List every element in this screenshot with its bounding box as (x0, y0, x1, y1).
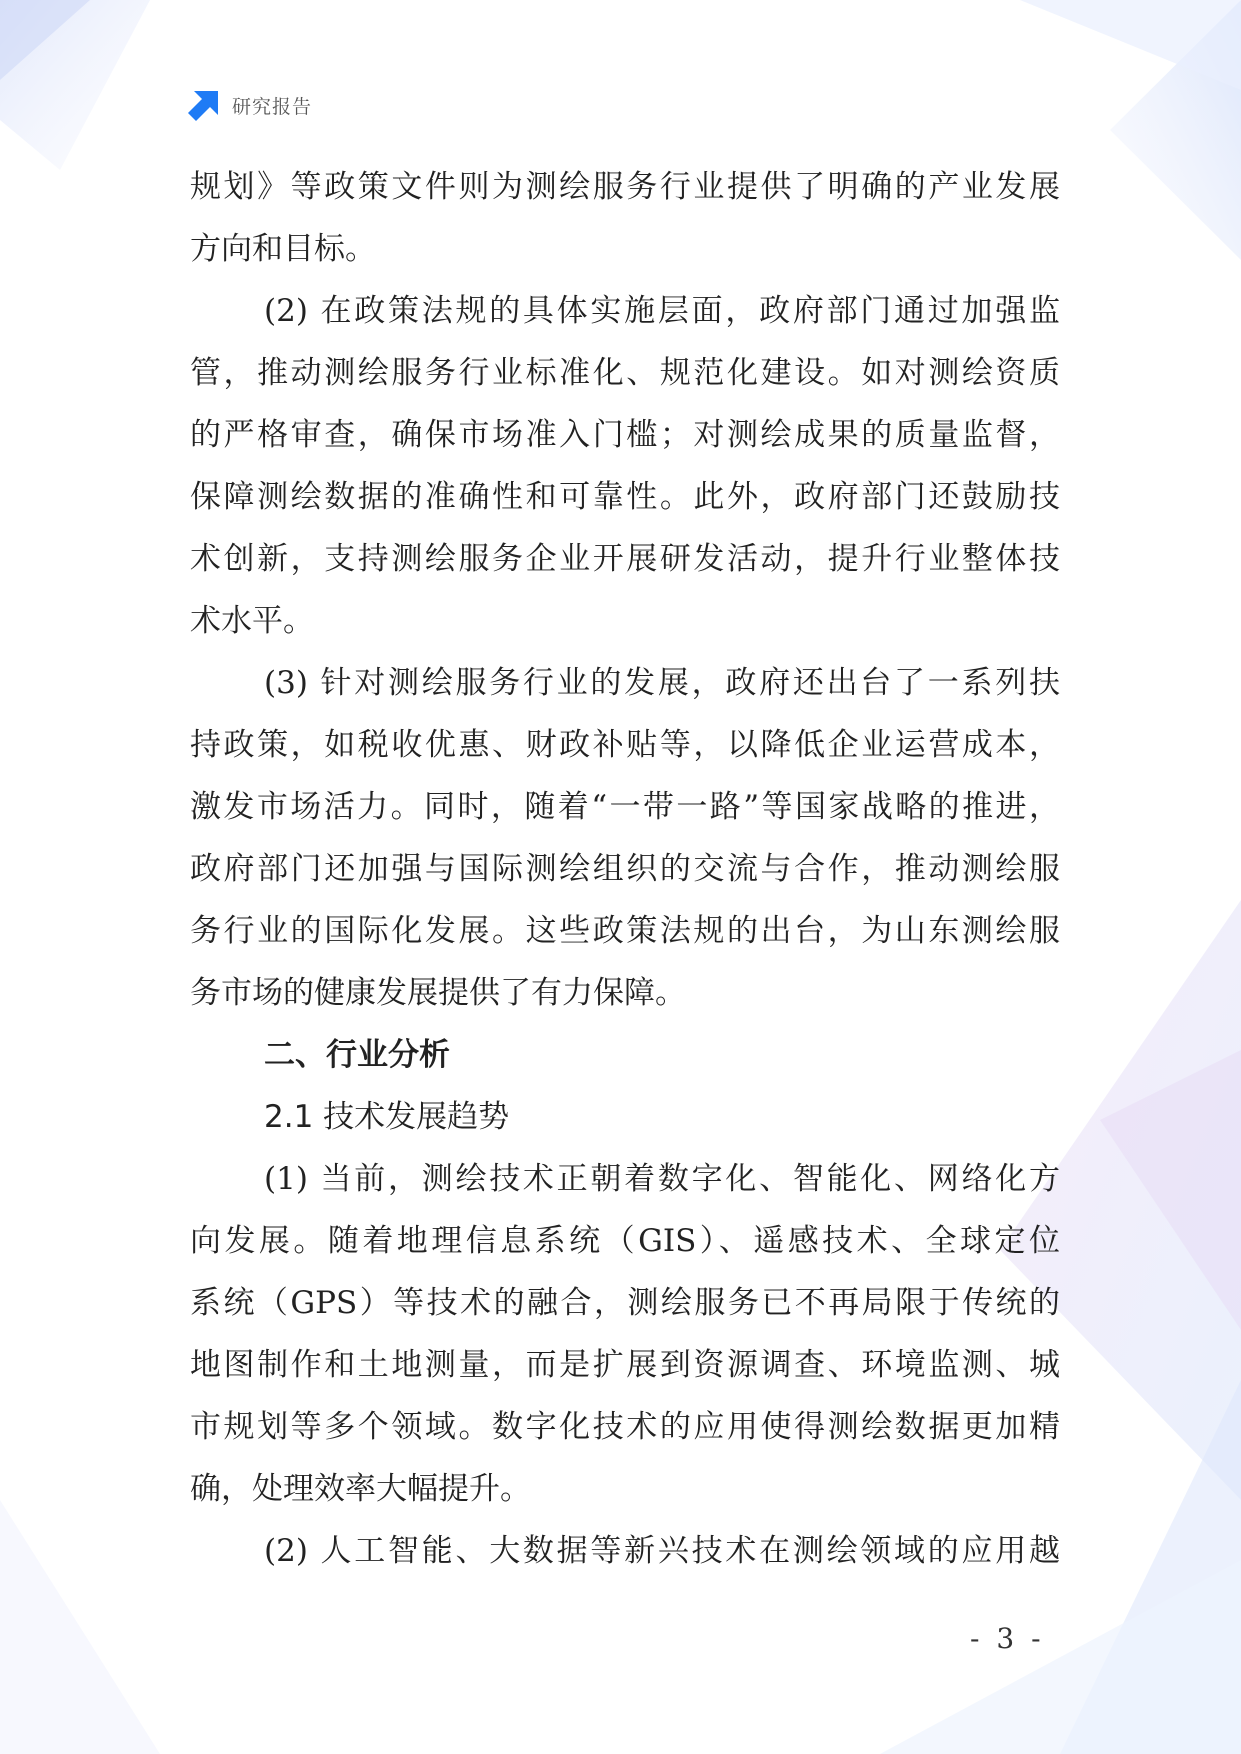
text-line: (2) 在政策法规的具体实施层面，政府部门通过加强监 (264, 293, 1060, 329)
text-line: 持政策，如税收优惠、财政补贴等，以降低企业运营成本， (190, 727, 1060, 763)
report-header (188, 88, 312, 122)
text-line: 保障测绘数据的准确性和可靠性。此外，政府部门还鼓励技 (190, 479, 1060, 515)
text-line: 管，推动测绘服务行业标准化、规范化建设。如对测绘资质 (190, 355, 1060, 391)
text-line: 的严格审查，确保市场准入门槛；对测绘成果的质量监督， (190, 417, 1060, 453)
arrow-up-right-icon (188, 89, 220, 121)
text-line: 务市场的健康发展提供了有力保障。 (190, 975, 686, 1011)
header-title: 研究报告 (232, 95, 313, 118)
text-line: 市规划等多个领域。数字化技术的应用使得测绘数据更加精 (190, 1409, 1060, 1445)
text-line: 激发市场活力。同时，随着“一带一路”等国家战略的推进， (190, 789, 1060, 825)
text-line: (2) 人工智能、大数据等新兴技术在测绘领域的应用越 (264, 1533, 1060, 1569)
text-line: 规划》等政策文件则为测绘服务行业提供了明确的产业发展 (190, 169, 1060, 205)
text-line: 术水平。 (190, 603, 314, 639)
section-heading: 二、行业分析 (264, 1037, 450, 1073)
text-line: 地图制作和土地测量，而是扩展到资源调查、环境监测、城 (190, 1347, 1060, 1383)
text-line: 务行业的国际化发展。这些政策法规的出台，为山东测绘服 (190, 913, 1060, 949)
text-line: (1) 当前，测绘技术正朝着数字化、智能化、网络化方 (264, 1161, 1060, 1197)
text-line: 政府部门还加强与国际测绘组织的交流与合作，推动测绘服 (190, 851, 1060, 887)
text-line: 向发展。随着地理信息系统（GIS）、遥感技术、全球定位 (190, 1223, 1060, 1259)
text-line: 确，处理效率大幅提升。 (190, 1471, 531, 1507)
text-line: 系统（GPS）等技术的融合，测绘服务已不再局限于传统的 (190, 1285, 1060, 1321)
text-line: 术创新，支持测绘服务企业开展研发活动，提升行业整体技 (190, 541, 1060, 577)
text-line: 方向和目标。 (190, 231, 376, 267)
document-body (190, 156, 1060, 1582)
text-line: (3) 针对测绘服务行业的发展，政府还出台了一系列扶 (264, 665, 1060, 701)
subsection-heading: 2.1 技术发展趋势 (264, 1099, 510, 1135)
page-number: - 3 - (970, 1622, 1045, 1655)
